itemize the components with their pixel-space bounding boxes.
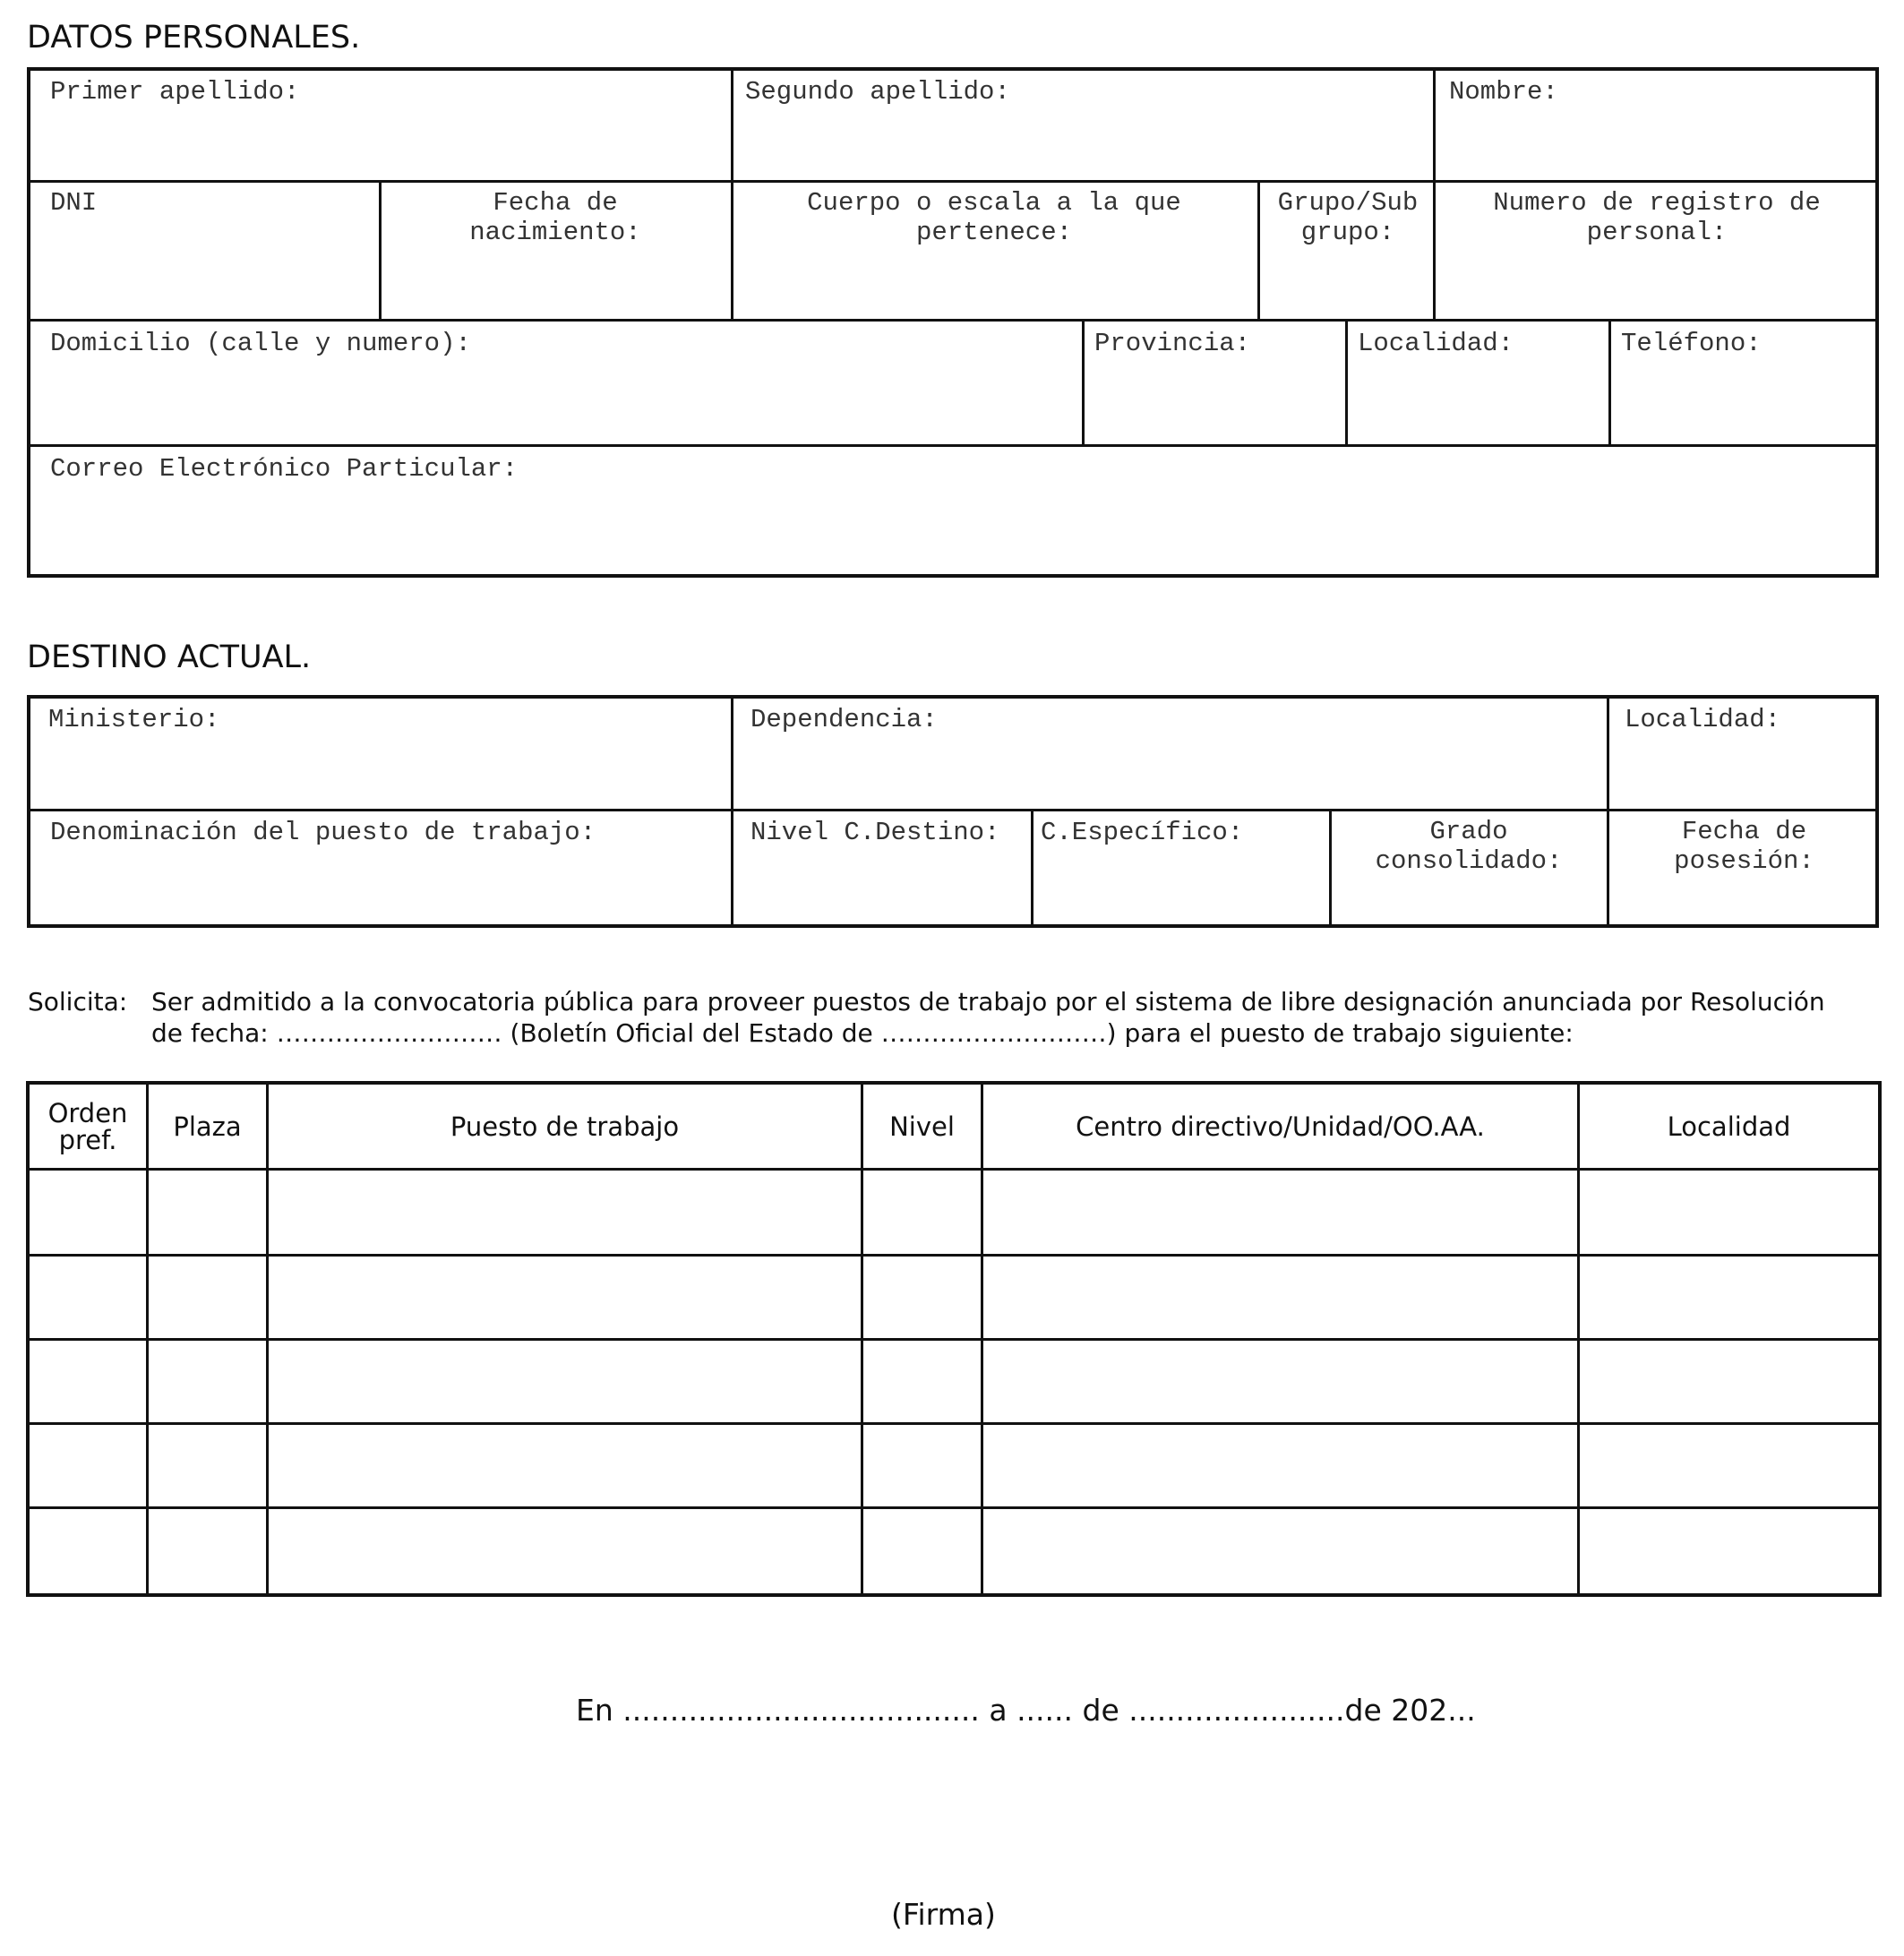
field-nivel-destino: Nivel C.Destino: xyxy=(750,818,1000,847)
field-dni: DNI xyxy=(50,188,98,218)
field-primer-apellido: Primer apellido: xyxy=(50,77,300,107)
personal-data-box xyxy=(27,67,1879,578)
rule xyxy=(27,180,1879,183)
table-rule xyxy=(26,1422,1882,1425)
field-localidad-destino: Localidad: xyxy=(1625,705,1781,734)
field-ministerio: Ministerio: xyxy=(48,705,220,734)
field-segundo-apellido: Segundo apellido: xyxy=(745,77,1010,107)
rule xyxy=(1607,695,1609,928)
col-header-plaza: Plaza xyxy=(173,1111,242,1142)
field-denominacion: Denominación del puesto de trabajo: xyxy=(50,818,596,847)
rule xyxy=(27,319,1879,322)
personal-section-title: DATOS PERSONALES. xyxy=(27,20,361,56)
solicita-label: Solicita: xyxy=(28,987,128,1017)
field-domicilio: Domicilio (calle y numero): xyxy=(50,329,471,358)
rule xyxy=(1608,319,1611,445)
rule xyxy=(1345,319,1348,445)
rule xyxy=(1257,180,1260,320)
field-telefono: Teléfono: xyxy=(1621,329,1762,358)
field-dependencia: Dependencia: xyxy=(750,705,938,734)
table-rule xyxy=(26,1506,1882,1509)
rule xyxy=(1031,809,1033,928)
field-fecha-nacimiento: Fecha de nacimiento: xyxy=(469,188,641,247)
table-rule xyxy=(26,1168,1882,1171)
field-registro: Numero de registro de personal: xyxy=(1493,188,1821,247)
field-provincia: Provincia: xyxy=(1094,329,1251,358)
rule xyxy=(379,180,382,320)
col-header-nivel: Nivel xyxy=(889,1111,955,1142)
rule xyxy=(1329,809,1332,928)
field-cuerpo: Cuerpo o escala a la que pertenece: xyxy=(807,188,1181,247)
rule xyxy=(731,695,733,928)
field-localidad: Localidad: xyxy=(1358,329,1514,358)
rule xyxy=(1433,67,1436,320)
rule xyxy=(731,67,733,320)
signature-label: (Firma) xyxy=(891,1897,996,1932)
field-nombre: Nombre: xyxy=(1449,77,1558,107)
col-header-localidad: Localidad xyxy=(1667,1111,1791,1142)
field-especifico: C.Específico: xyxy=(1041,818,1244,847)
rule xyxy=(1082,319,1085,445)
date-place-line: En ...................................... a ...... de .......................de 202... xyxy=(576,1693,1476,1728)
field-fecha-posesion: Fecha de posesión: xyxy=(1674,817,1814,876)
field-grupo: Grupo/Sub grupo: xyxy=(1277,188,1419,247)
table-rule xyxy=(26,1338,1882,1341)
table-rule xyxy=(26,1254,1882,1257)
col-header-orden: Orden pref. xyxy=(47,1097,128,1155)
field-correo: Correo Electrónico Particular: xyxy=(50,454,519,484)
col-header-puesto: Puesto de trabajo xyxy=(450,1111,680,1142)
field-grado: Grado consolidado: xyxy=(1375,817,1563,876)
rule xyxy=(27,444,1879,447)
destino-box xyxy=(27,695,1879,928)
col-header-centro: Centro directivo/Unidad/OO.AA. xyxy=(1076,1111,1485,1142)
rule xyxy=(27,809,1879,811)
destino-section-title: DESTINO ACTUAL. xyxy=(27,639,312,675)
solicita-text: Ser admitido a la convocatoria pública para proveer puestos de trabajo por el sistema de libre designación anunciada por Resolución de fecha: ……………………… (Boletín Oficial del Estado de ………………………) para el puesto de trabajo siguiente: xyxy=(151,987,1825,1048)
